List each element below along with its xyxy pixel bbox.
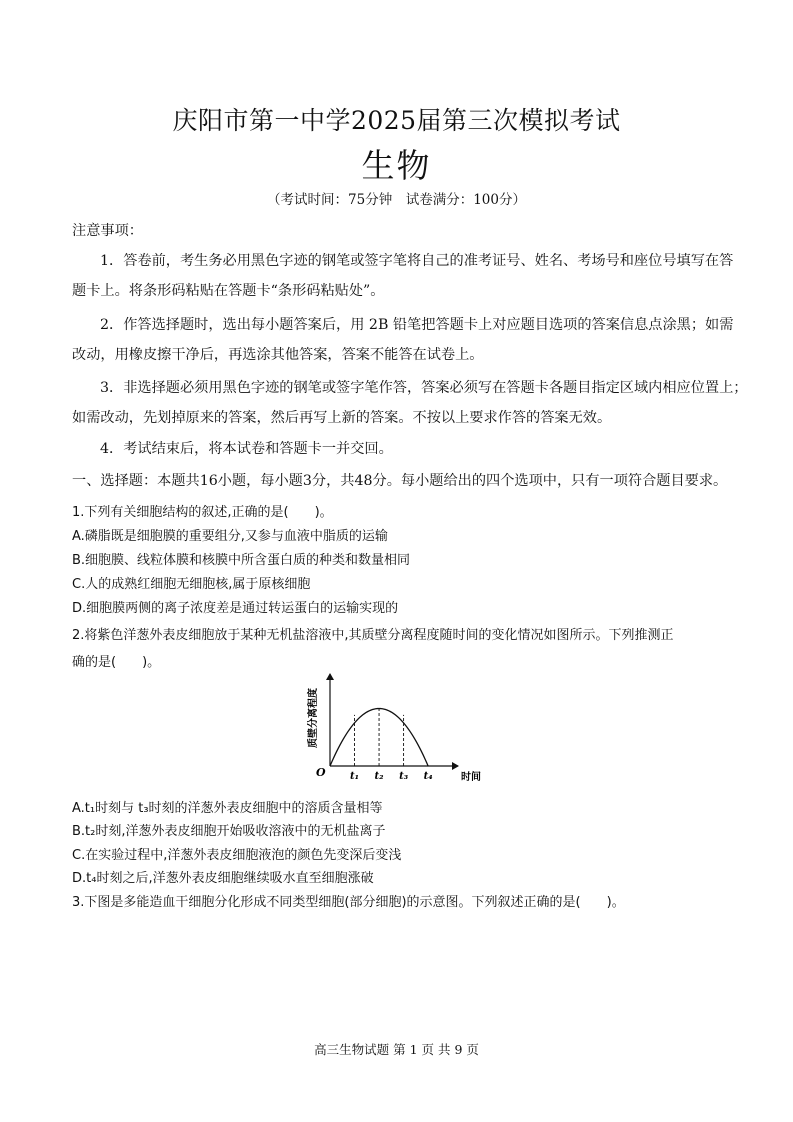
page-footer: 高三生物试题 第 1 页 共 9 页 xyxy=(314,1042,479,1057)
q1-option-a: A.磷脂既是细胞膜的重要组分,又参与血液中脂质的运输 xyxy=(72,529,388,544)
x-tick-label-1: t₁ xyxy=(350,771,360,782)
q1-option-c: C.人的成熟红细胞无细胞核,属于原核细胞 xyxy=(72,577,311,592)
note-1-line-1: 1．答卷前，考生务必用黑色字迹的钢笔或签字笔将自己的准考证号、姓名、考场号和座位号填写在答 xyxy=(100,253,734,269)
q2-option-a: A.t₁时刻与 t₃时刻的洋葱外表皮细胞中的溶质含量相等 xyxy=(72,801,383,816)
x-axis-label: 时间 xyxy=(461,772,481,783)
x-tick-label-2: t₂ xyxy=(374,771,384,782)
notes-heading: 注意事项： xyxy=(72,223,143,239)
subject-title: 生物 xyxy=(361,146,432,185)
note-4: 4．考试结束后，将本试卷和答题卡一并交回。 xyxy=(100,441,393,457)
y-axis-label: 质壁分离程度 xyxy=(308,688,319,748)
q2-option-b: B.t₂时刻,洋葱外表皮细胞开始吸收溶液中的无机盐离子 xyxy=(72,824,386,839)
q2-option-d: D.t₄时刻之后,洋葱外表皮细胞继续吸水直至细胞涨破 xyxy=(72,871,374,886)
q1-stem: 1.下列有关细胞结构的叙述,正确的是( )。 xyxy=(72,505,333,520)
section-1-heading: 一、选择题：本题共16小题，每小题3分，共48分。每小题给出的四个选项中，只有一项符合题目要求。 xyxy=(72,473,728,489)
exam-title: 庆阳市第一中学2025届第三次模拟考试 xyxy=(172,106,621,135)
exam-meta: （考试时间：75分钟 试卷满分：100分） xyxy=(267,192,526,208)
x-tick-label-4: t₄ xyxy=(423,771,433,782)
note-2-line-2: 改动，用橡皮擦干净后，再选涂其他答案，答案不能答在试卷上。 xyxy=(72,347,484,363)
note-2-line-1: 2．作答选择题时，选出每小题答案后，用 2B 铅笔把答题卡上对应题目选项的答案信息点涂黑；如需 xyxy=(100,317,734,333)
note-3-line-2: 如需改动，先划掉原来的答案，然后再写上新的答案。不按以上要求作答的答案无效。 xyxy=(72,410,612,426)
q3-stem: 3.下图是多能造血干细胞分化形成不同类型细胞(部分细胞)的示意图。下列叙述正确的是( )。 xyxy=(72,895,625,910)
q2-stem-line-1: 2.将紫色洋葱外表皮细胞放于某种无机盐溶液中,其质壁分离程度随时间的变化情况如图所示。下列推测正 xyxy=(72,628,674,643)
q2-figure-chart xyxy=(300,668,500,790)
data-curve xyxy=(330,709,428,767)
x-tick-label-3: t₃ xyxy=(399,771,409,782)
note-1-line-2: 题卡上。将条形码粘贴在答题卡“条形码粘贴处”。 xyxy=(72,283,385,299)
q2-option-c: C.在实验过程中,洋葱外表皮细胞液泡的颜色先变深后变浅 xyxy=(72,848,402,863)
q2-stem-line-2: 确的是( )。 xyxy=(72,655,161,670)
origin-label: O xyxy=(316,766,326,779)
note-3-line-1: 3．非选择题必须用黑色字迹的钢笔或签字笔作答，答案必须写在答题卡各题目指定区域内相应位置上； xyxy=(100,380,748,396)
q1-option-d: D.细胞膜两侧的离子浓度差是通过转运蛋白的运输实现的 xyxy=(72,601,399,616)
q1-option-b: B.细胞膜、线粒体膜和核膜中所含蛋白质的种类和数量相同 xyxy=(72,553,411,568)
